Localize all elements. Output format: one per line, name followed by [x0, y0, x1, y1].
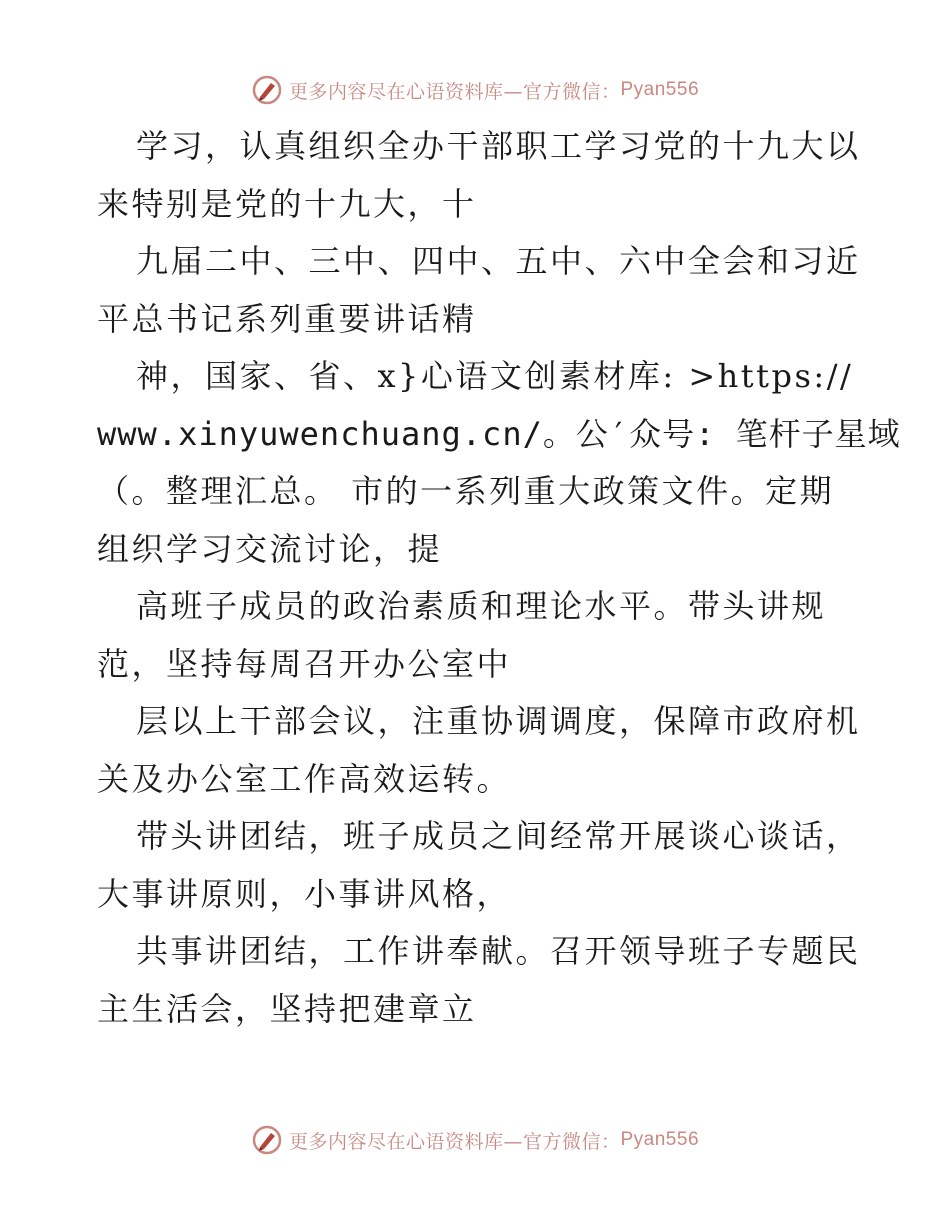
watermark-text: 更多内容尽在心语资料库—官方微信： — [288, 1130, 621, 1153]
text-line: 九届二中、三中、四中、五中、六中全会和习近 — [136, 242, 861, 280]
watermark-text: 更多内容尽在心语资料库—官方微信： — [288, 80, 621, 103]
text-line: 来特别是党的十九大，十 — [97, 184, 477, 223]
text-line: 学习，认真组织全办干部职工学习党的十九大以 — [136, 127, 861, 165]
text-line: 主生活会，坚持把建章立 — [97, 989, 477, 1028]
header-watermark — [0, 70, 950, 110]
text-line: 大事讲原则，小事讲风格， — [97, 874, 512, 913]
text-line: www.xinyuwenchuang.cn/。公′众号: 笔杆子星域 — [97, 414, 901, 453]
text-line: 高班子成员的政治素质和理论水平。带头讲规 — [136, 587, 827, 625]
watermark-wechat-id: Pyan556 — [620, 1129, 700, 1150]
text-line: 层以上干部会议，注重协调调度，保障市政府机 — [136, 702, 861, 740]
text-line: 平总书记系列重要讲话精 — [97, 299, 477, 338]
text-line: （。整理汇总。 市的一系列重大政策文件。定期 — [97, 472, 835, 510]
document-body — [97, 118, 901, 1038]
text-line: 共事讲团结，工作讲奉献。召开领导班子专题民 — [136, 932, 861, 970]
text-line: 神，国家、省、x}心语文创素材库: >https:// — [136, 357, 854, 395]
footer-watermark — [0, 1120, 950, 1160]
text-line: 组织学习交流讨论，提 — [97, 529, 443, 568]
pen-logo-icon — [251, 74, 283, 106]
watermark-wechat-id: Pyan556 — [620, 79, 700, 100]
text-line: 带头讲团结，班子成员之间经常开展谈心谈话， — [136, 817, 861, 855]
text-line: 范，坚持每周召开办公室中 — [97, 644, 512, 683]
pen-logo-icon — [251, 1124, 283, 1156]
text-line: 关及办公室工作高效运转。 — [97, 759, 512, 798]
